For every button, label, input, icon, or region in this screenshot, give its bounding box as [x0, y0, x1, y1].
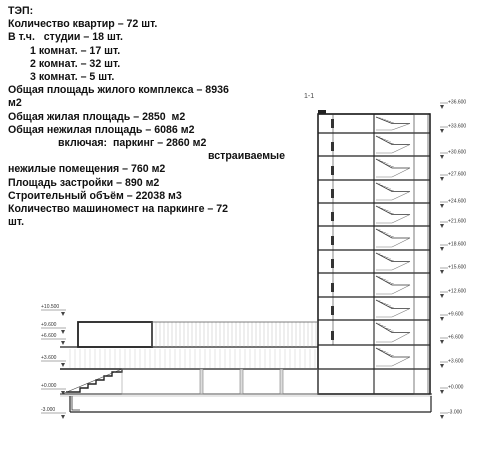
level-marker	[440, 172, 466, 182]
level-marker	[440, 359, 464, 369]
level-label: +33.600	[448, 123, 467, 130]
section-label: 1-1	[304, 93, 315, 100]
level-marker	[440, 100, 466, 110]
low-block-facade	[62, 322, 318, 410]
level-marker	[41, 304, 66, 316]
level-marker	[440, 242, 466, 252]
level-marker	[440, 219, 466, 229]
tep-nonliving-area: Общая нежилая площадь – 6086 м2	[8, 123, 195, 136]
window	[331, 142, 334, 151]
tep-footprint: Площадь застройки – 890 м2	[8, 176, 160, 189]
level-marker	[41, 333, 66, 345]
level-marker	[440, 150, 466, 160]
level-label: +3.600	[448, 358, 464, 365]
level-label: +0.000	[41, 383, 57, 389]
column	[200, 369, 203, 394]
level-label: -3.000	[448, 409, 463, 416]
level-label: +3.600	[41, 355, 57, 361]
window	[331, 119, 334, 128]
window	[331, 236, 334, 245]
tep-two-room: 2 комнат. – 32 шт.	[30, 57, 121, 70]
level-label: +21.600	[448, 218, 467, 225]
tep-apartments-total: Количество квартир – 72 шт.	[8, 18, 158, 31]
window	[331, 189, 334, 198]
level-label: +6.600	[41, 333, 57, 339]
tep-nonliving-premises: нежилые помещения – 760 м2	[8, 163, 166, 176]
level-marker	[440, 410, 462, 420]
low-block-roof-box	[78, 322, 152, 347]
window	[331, 166, 334, 175]
tep-parking-spaces: Количество машиномест на паркинге – 72	[8, 203, 229, 216]
levels-right	[440, 100, 466, 420]
level-label: +27.600	[448, 171, 467, 178]
tep-incl-parking: включая: паркинг – 2860 м2	[58, 137, 207, 150]
tep-living-area: Общая жилая площадь – 2850 м2	[8, 110, 186, 123]
column	[280, 369, 283, 394]
level-label: +36.600	[448, 99, 467, 106]
tep-volume: Строительный объём – 22038 м3	[8, 189, 182, 202]
window	[331, 331, 334, 340]
levels-left	[41, 304, 66, 419]
level-label: -3.000	[41, 407, 56, 413]
window	[331, 259, 334, 268]
level-marker	[440, 335, 464, 345]
level-marker	[41, 355, 66, 367]
level-label: +6.600	[448, 334, 464, 341]
level-marker	[440, 385, 464, 395]
column	[240, 369, 243, 394]
window	[331, 306, 334, 315]
level-label: +9.600	[41, 322, 57, 328]
level-label: +10.500	[41, 304, 60, 310]
tep-one-room: 1 комнат. – 17 шт.	[30, 44, 121, 57]
level-label: +12.600	[448, 288, 467, 295]
level-label: +24.600	[448, 198, 467, 205]
level-label: +18.600	[448, 241, 467, 248]
level-label: +30.600	[448, 149, 467, 156]
level-marker	[41, 407, 66, 419]
level-marker	[440, 289, 466, 299]
window	[331, 212, 334, 221]
level-marker	[440, 265, 466, 275]
level-marker	[440, 312, 464, 322]
level-marker	[440, 199, 466, 209]
tep-heading: ТЭП:	[8, 5, 34, 17]
level-label: +0.000	[448, 384, 464, 391]
tep-total-area: Общая площадь жилого комплекса – 8936	[8, 84, 229, 97]
tep-incl-studios: В т.ч. студии – 18 шт.	[8, 31, 123, 44]
tep-parking-spaces-unit: шт.	[8, 216, 25, 229]
tep-three-room: 3 комнат. – 5 шт.	[30, 71, 115, 84]
level-label: +15.600	[448, 264, 467, 271]
window	[331, 283, 334, 292]
tep-builtin: встраиваемые	[208, 150, 285, 163]
level-marker	[440, 124, 466, 134]
level-label: +9.600	[448, 311, 464, 318]
level-marker	[41, 383, 66, 395]
tep-total-area-unit: м2	[8, 97, 22, 110]
